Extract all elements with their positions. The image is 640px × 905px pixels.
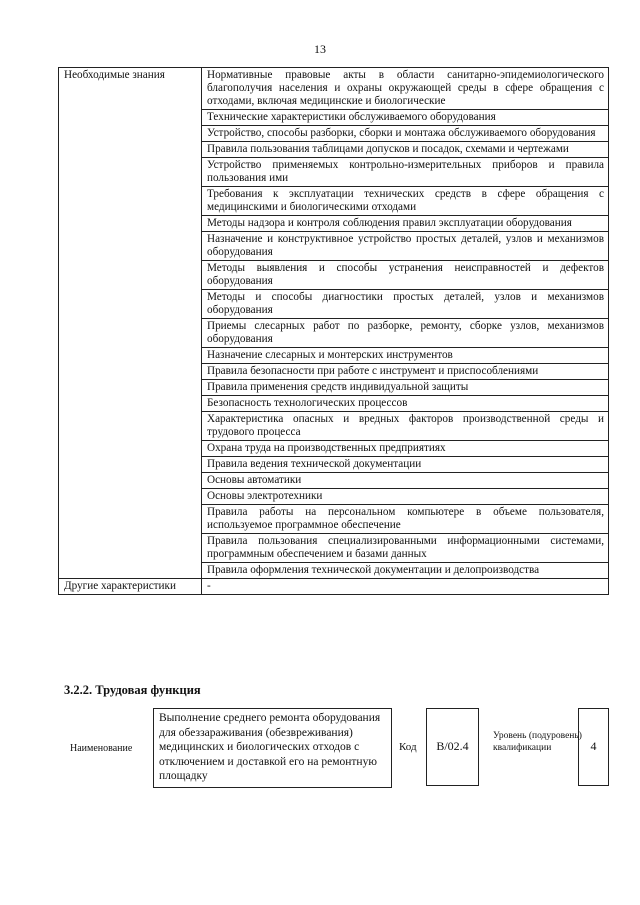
knowledge-item-cell: Правила безопасности при работе с инструмент и приспособлениями — [202, 364, 609, 380]
table-row — [59, 68, 609, 110]
other-characteristics-label: Другие характеристики — [59, 579, 202, 595]
knowledge-item-cell: Назначение слесарных и монтерских инструментов — [202, 348, 609, 364]
knowledge-item-cell: Безопасность технологических процессов — [202, 396, 609, 412]
knowledge-item-cell: Устройство, способы разборки, сборки и монтажа обслуживаемого оборудования — [202, 126, 609, 142]
section-heading: 3.2.2. Трудовая функция — [64, 683, 201, 697]
knowledge-item-cell: Правила оформления технической документации и делопроизводства — [202, 563, 609, 579]
knowledge-item-cell: Приемы слесарных работ по разборке, ремонту, сборке узлов, механизмов оборудования — [202, 319, 609, 348]
qualification-level-label: Уровень (подуровень) квалификации — [493, 731, 582, 753]
knowledge-item-cell: Назначение и конструктивное устройство простых деталей, узлов и механизмов оборудования — [202, 232, 609, 261]
other-characteristics-value: - — [202, 579, 609, 595]
knowledge-item-cell: Технические характеристики обслуживаемого оборудования — [202, 110, 609, 126]
name-label: Наименование — [70, 743, 133, 754]
name-value-box: Выполнение среднего ремонта оборудования для обеззараживания (обезвреживания) медицинских и биологических отходов с отключением и доставкой его на ремонтную площадку — [153, 708, 392, 788]
code-label: Код — [399, 741, 417, 753]
knowledge-item-cell: Правила применения средств индивидуальной защиты — [202, 380, 609, 396]
page-number: 13 — [314, 42, 326, 56]
knowledge-item-cell: Правила пользования таблицами допусков и посадок, схемами и чертежами — [202, 142, 609, 158]
knowledge-item-cell: Устройство применяемых контрольно-измерительных приборов и правила пользования ими — [202, 158, 609, 187]
knowledge-item-cell: Правила пользования специализированными информационными системами, программным обеспечением и базами данных — [202, 534, 609, 563]
knowledge-table — [58, 67, 609, 595]
qualification-level-box: 4 — [578, 708, 609, 786]
knowledge-item-cell: Охрана труда на производственных предприятиях — [202, 441, 609, 457]
knowledge-item-cell: Характеристика опасных и вредных факторов производственной среды и трудового процесса — [202, 412, 609, 441]
code-value-box: B/02.4 — [426, 708, 479, 786]
knowledge-item-cell: Методы выявления и способы устранения неисправностей и дефектов оборудования — [202, 261, 609, 290]
knowledge-item-cell: Основы электротехники — [202, 489, 609, 505]
knowledge-item-cell: Методы надзора и контроля соблюдения правил эксплуатации оборудования — [202, 216, 609, 232]
knowledge-item-cell: Требования к эксплуатации технических средств в сфере обращения с медицинскими и биологическими отходами — [202, 187, 609, 216]
knowledge-item-cell: Правила работы на персональном компьютере в объеме пользователя, используемое программное обеспечение — [202, 505, 609, 534]
knowledge-item-cell: Методы и способы диагностики простых деталей, узлов и механизмов оборудования — [202, 290, 609, 319]
knowledge-item-cell: Правила ведения технической документации — [202, 457, 609, 473]
knowledge-label-cell: Необходимые знания — [59, 68, 202, 579]
knowledge-item-cell: Основы автоматики — [202, 473, 609, 489]
knowledge-item-cell: Нормативные правовые акты в области санитарно-эпидемиологического благополучия населения и охраны окружающей среды в сфере обращения с отходами, включая медицинские и биологические — [202, 68, 609, 110]
table-row — [59, 579, 609, 595]
